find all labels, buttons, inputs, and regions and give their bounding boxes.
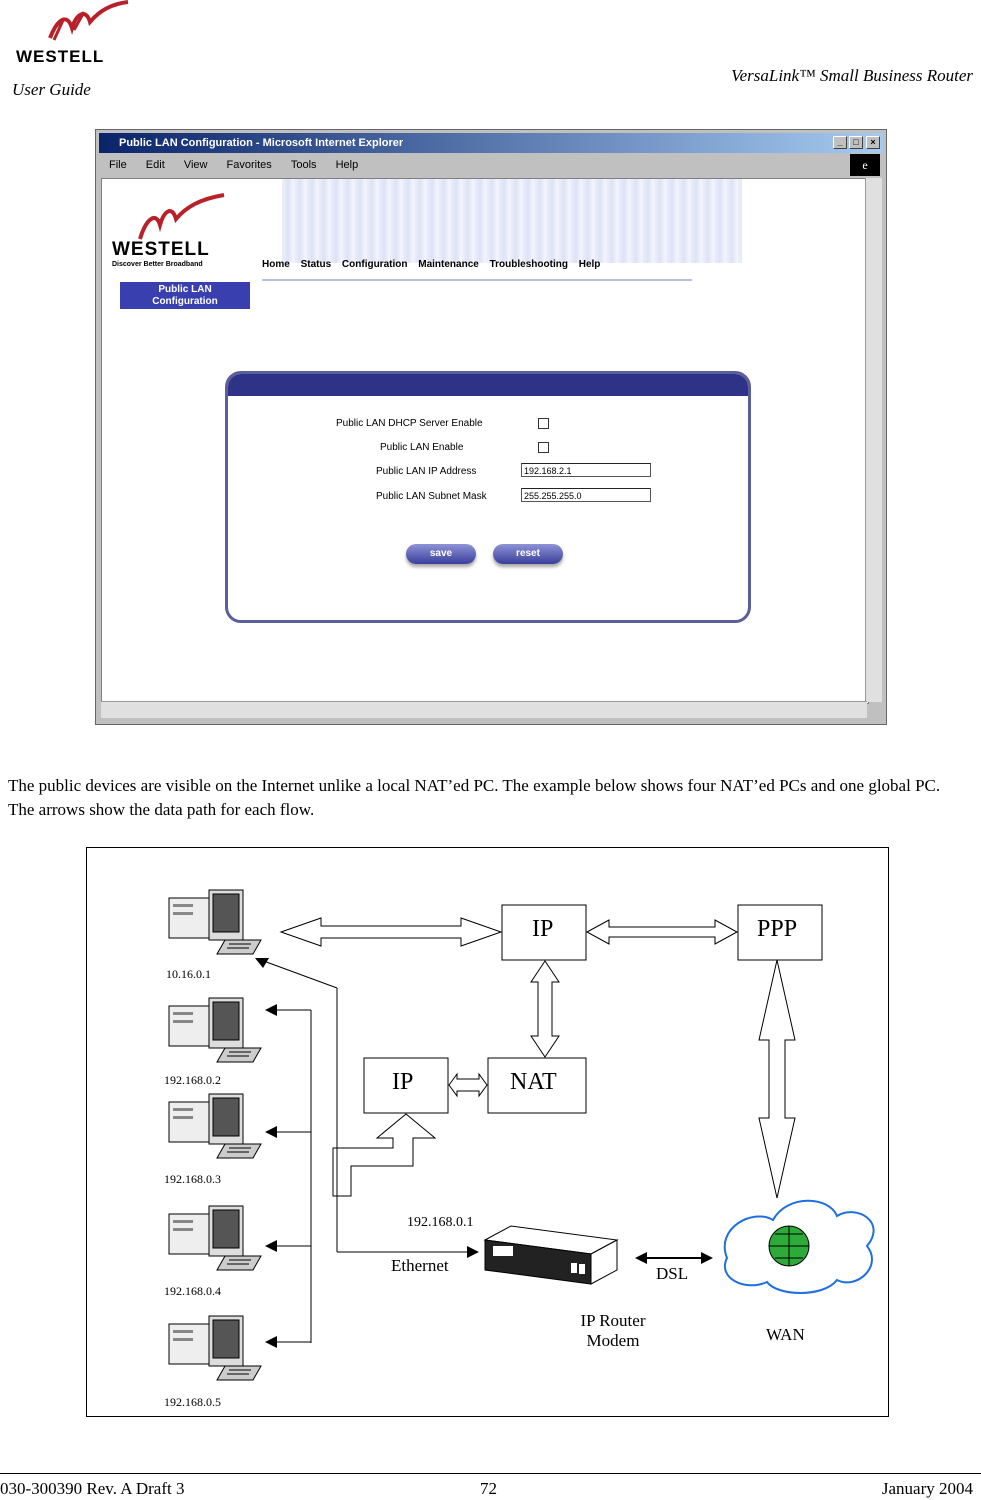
nat-label: NAT <box>510 1069 557 1095</box>
menu-favorites[interactable]: Favorites <box>226 159 272 171</box>
menu-edit[interactable]: Edit <box>145 159 165 171</box>
ip-input[interactable]: 192.168.2.1 <box>521 463 651 477</box>
pc-ip-label: 10.16.0.1 <box>166 967 211 981</box>
nav-status[interactable]: Status <box>300 259 332 270</box>
wan-label: WAN <box>766 1325 805 1344</box>
ip-label: Public LAN IP Address <box>376 466 477 477</box>
westell-wordmark: WESTELL <box>16 47 105 66</box>
pc-ip-label: 192.168.0.2 <box>164 1073 221 1087</box>
browser-content <box>101 178 869 704</box>
nav-configuration[interactable]: Configuration <box>341 259 408 270</box>
browser-screenshot <box>95 129 887 725</box>
footer-rule <box>0 1473 981 1474</box>
ethernet-arrowhead <box>467 1246 479 1258</box>
menu-help[interactable]: Help <box>335 159 359 171</box>
pc-ip-arrow <box>281 918 501 946</box>
menu-view[interactable]: View <box>183 159 208 171</box>
site-nav <box>262 259 692 281</box>
router-label-line2: Modem <box>586 1331 640 1350</box>
site-brand: WESTELL <box>112 239 210 260</box>
nav-help[interactable]: Help <box>578 259 601 270</box>
body-paragraph: The public devices are visible on the Internet unlike a local NAT’ed PC. The example below shows four NAT’ed PCs and one global PC. The arrows show the data path for each flow. <box>8 776 941 819</box>
westell-swoosh-icon <box>120 193 230 243</box>
global-arrowhead <box>255 958 269 968</box>
pc-ip-label: 192.168.0.4 <box>164 1284 221 1298</box>
section-badge <box>120 282 250 309</box>
pc-icon <box>169 1206 261 1270</box>
ethernet-label: Ethernet <box>391 1256 449 1275</box>
pc-icon <box>169 1316 261 1380</box>
config-panel <box>225 371 751 623</box>
save-button[interactable]: save <box>406 544 476 564</box>
ipleft-nat-arrow <box>449 1074 487 1096</box>
minimize-button[interactable]: _ <box>833 136 847 149</box>
router-icon <box>485 1226 617 1284</box>
window-titlebar <box>99 133 883 153</box>
pc-icon <box>169 1094 261 1158</box>
panel-header <box>228 374 748 396</box>
close-button[interactable]: × <box>866 136 880 149</box>
site-tagline: Discover Better Broadband <box>112 261 203 268</box>
reset-button[interactable]: reset <box>493 544 563 564</box>
maximize-button[interactable]: □ <box>849 136 863 149</box>
dhcp-checkbox[interactable] <box>538 418 549 429</box>
ip-ppp-arrow <box>587 920 737 944</box>
banner-graphic <box>282 179 742 263</box>
ie-logo-icon: e <box>850 154 880 176</box>
menu-bar <box>99 155 883 175</box>
ethernet-ip-arrow <box>333 1114 435 1196</box>
pc-icon <box>169 890 261 954</box>
section-badge-line1: Public LAN <box>158 284 212 295</box>
footer-date: January 2004 <box>881 1479 973 1498</box>
nav-troubleshooting[interactable]: Troubleshooting <box>489 259 568 270</box>
section-badge-line2: Configuration <box>152 296 218 307</box>
pc-icon <box>169 998 261 1062</box>
westell-logo <box>12 0 132 80</box>
router-label <box>575 1311 651 1351</box>
horizontal-scrollbar[interactable] <box>101 701 867 718</box>
router-ip-label: 192.168.0.1 <box>407 1215 474 1230</box>
menu-tools[interactable]: Tools <box>290 159 317 171</box>
window-title: Public LAN Configuration - Microsoft Internet Explorer <box>119 137 404 149</box>
network-diagram <box>86 847 889 1417</box>
nav-home[interactable]: Home <box>262 259 290 270</box>
mask-input[interactable]: 255.255.255.0 <box>521 488 651 502</box>
router-label-line1: IP Router <box>580 1311 646 1330</box>
ppp-label: PPP <box>757 916 798 942</box>
page-number: 72 <box>480 1479 497 1498</box>
ppp-wan-arrow <box>759 960 795 1198</box>
pc-ip-label: 192.168.0.5 <box>164 1395 221 1409</box>
dhcp-label: Public LAN DHCP Server Enable <box>336 418 483 429</box>
enable-label: Public LAN Enable <box>380 442 464 453</box>
doc-title-left: User Guide <box>12 80 91 99</box>
menu-file[interactable]: File <box>109 159 127 171</box>
ip-left-label: IP <box>392 1069 414 1095</box>
pc-ip-label: 192.168.0.3 <box>164 1172 221 1186</box>
dsl-label: DSL <box>656 1264 689 1283</box>
footer-docnum: 030-300390 Rev. A Draft 3 <box>0 1479 185 1498</box>
global-path-diag <box>261 960 337 988</box>
ip-nat-arrow <box>531 961 559 1057</box>
ip-top-label: IP <box>532 916 554 942</box>
doc-title-right: VersaLink™ Small Business Router <box>731 66 973 85</box>
vertical-scrollbar[interactable] <box>865 178 882 702</box>
nav-maintenance[interactable]: Maintenance <box>418 259 479 270</box>
westell-swoosh-icon <box>12 0 132 46</box>
mask-label: Public LAN Subnet Mask <box>376 491 487 502</box>
enable-checkbox[interactable] <box>538 442 549 453</box>
